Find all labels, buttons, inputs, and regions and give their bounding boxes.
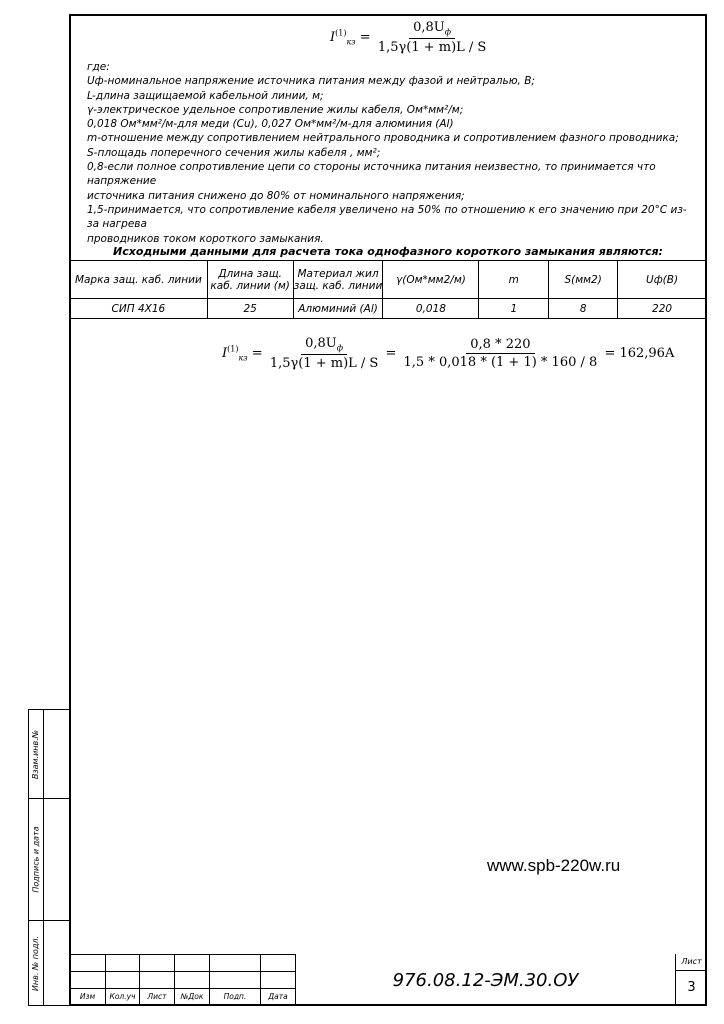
document-code: 976.08.12-ЭМ.30.ОУ: [295, 954, 675, 1006]
side-label-replace: Взам.инв.№: [31, 729, 41, 779]
formula-calculation: $I^{(1)}_{кз}$ = $\frac{0,8U_ф}{1,5\gamma(1 + m)L / S}$ = $\frac{0,8 * 220}{1,5 * 0,018 * (1 + 1) * 160 / 8}$ = 162,96A: [222, 336, 675, 371]
table-row: СИП 4Х16 25 Алюминий (Al) 0,018 1 8 220: [70, 299, 707, 319]
table-header-row: Марка защ. каб. линии Длина защ. каб. линии (м) Материал жил защ. каб. линии γ(Ом*мм2/м) m S(мм2) Uф(В): [70, 261, 707, 299]
title-block: [69, 954, 707, 1006]
side-label-inventory: Инв. № подл.: [31, 935, 41, 992]
revision-table: Изм Кол.уч Лист №Док Подп. Дата: [69, 954, 296, 1005]
formula-general: $I^{(1)}_{кз}$ = $\frac{0,8U_ф}{1,5\gamma(1 + m)L / S}$: [330, 20, 487, 55]
input-data-table: [69, 260, 707, 319]
side-stamp: [28, 709, 70, 1006]
side-label-signature: Подпись и дата: [31, 825, 41, 893]
formula-fraction: $\frac{0,8U_ф}{1,5\gamma(1 + m)L / S}$: [377, 20, 487, 55]
website-watermark: www.spb-220w.ru: [487, 856, 621, 875]
sheet-number: 3: [687, 980, 696, 995]
explanation-text: где: Uф-номинальное напряжение источника питания между фазой и нейтралью, В; L-длина защищаемой кабельной линии, м; γ-электрическое удельное сопротивление жилы кабеля, Ом*мм²/м; 0,018 Ом*мм²/м-для меди (Cu), 0,027 Ом*мм²/м-для алюминия (Al) m-отношение между сопротивлением нейтрального проводника и сопротивлением фазного проводника; S-площадь поперечного сечения жилы кабеля , мм²; 0,8-если полное сопротивление цепи со стороны источника питания неизвестно, то принимается что напряжение источника питания снижено до 80% от номинального напряжения; 1,5-принимается, что сопротивление кабеля увеличено на 50% по отношению к его значению при 20°С из-за нагрева проводников током короткого замыкания.: [87, 61, 687, 245]
table-caption: Исходными данными для расчета тока однофазного короткого замыкания являются:: [113, 245, 663, 258]
sheet-cell: Лист 3: [675, 954, 707, 1006]
